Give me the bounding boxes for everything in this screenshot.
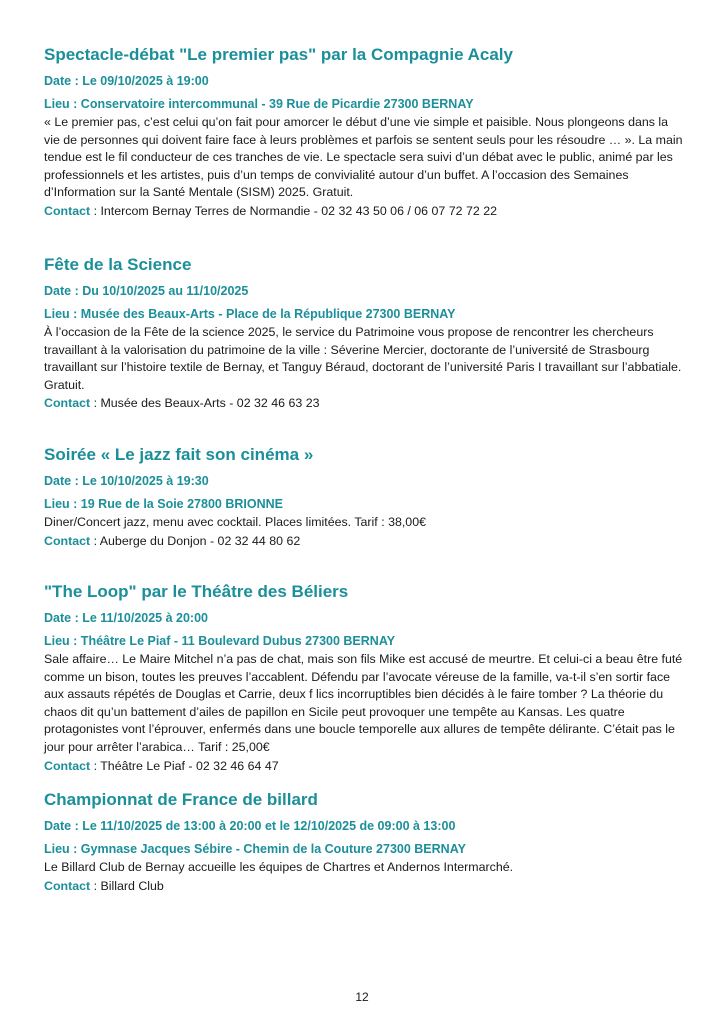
event-title: Championnat de France de billard: [44, 790, 318, 809]
contact-label: Contact: [44, 878, 91, 893]
event-location: Lieu : 19 Rue de la Soie 27800 BRIONNE: [44, 497, 283, 511]
event-contact: [44, 757, 684, 776]
event-date: Date : Le 09/10/2025 à 19:00: [44, 74, 209, 88]
event-description: Le Billard Club de Bernay accueille les équipes de Chartres et Andernos Intermarché.: [44, 860, 514, 874]
contact-value: : Billard Club: [90, 878, 164, 893]
event-contact: [44, 877, 684, 896]
event-description: Sale affaire… Le Maire Mitchel n’a pas de chat, mais son fils Mike est accusé de meurtre. Et celui-ci a beau être futé comme un bison, toutes les preuves l’accablent. Défendu par l’avocate véreuse de la famille, va-t-il s’en sortir face aux assauts répétés de Douglas et Carrie, deux f lics incorruptibles bien décidés à le faire tomber ? La théorie du chaos dit qu’un battement d’ailes de papillon en Sicile peut provoquer une tempête au Kansas. Les quatre protagonistes vont l’éprouver, enfermés dans une boucle temporelle aux allures de tempête délirante. C’était pas le jour pour arrêter l’arabica… Tarif : 25,00€: [44, 652, 683, 754]
event-location: Lieu : Théâtre Le Piaf - 11 Boulevard Dubus 27300 BERNAY: [44, 634, 396, 648]
event-fete-science: [44, 254, 684, 413]
event-location: Lieu : Gymnase Jacques Sébire - Chemin de la Couture 27300 BERNAY: [44, 842, 466, 856]
contact-label: Contact: [44, 758, 91, 773]
event-soiree-jazz: [44, 444, 684, 551]
contact-label: Contact: [44, 396, 91, 411]
event-description: « Le premier pas, c’est celui qu’on fait pour amorcer le début d’une vie simple et paisible. Nous plongeons dans la vie de personnes qui doivent faire face à leurs problèmes et parfois se sentent seuls pour les résoudre … ». La main tendue est le fil conducteur de ces tranches de vie. Le spectacle sera suivi d’un débat avec le public, animé par les professionnels et les artistes, puis d’un temps de convivialité autour d’un buffet. A l’occasion des Semaines d’Information sur la Santé Mentale (SISM) 2025. Gratuit.: [44, 115, 683, 200]
event-description: À l’occasion de la Fête de la science 2025, le service du Patrimoine vous propose de rencontrer les chercheurs travaillant à la valorisation du patrimoine de la ville : Séverine Mercier, doctorante de l’université de Strasbourg travaillant sur l’histoire textile de Bernay, et Tanguy Béraud, doctorant de l’université Paris I travaillant sur l’abbatiale. Gratuit.: [44, 325, 682, 392]
contact-value: : Musée des Beaux-Arts - 02 32 46 63 23: [90, 396, 320, 411]
event-billard: [44, 789, 684, 896]
event-title: Fête de la Science: [44, 255, 192, 274]
event-location: Lieu : Musée des Beaux-Arts - Place de la République 27300 BERNAY: [44, 307, 456, 321]
event-contact: [44, 202, 684, 221]
event-location: Lieu : Conservatoire intercommunal - 39 Rue de Picardie 27300 BERNAY: [44, 97, 474, 111]
event-contact: [44, 394, 684, 413]
event-title: Soirée « Le jazz fait son cinéma »: [44, 445, 314, 464]
event-date: Date : Du 10/10/2025 au 11/10/2025: [44, 284, 249, 298]
event-date: Date : Le 11/10/2025 de 13:00 à 20:00 et le 12/10/2025 de 09:00 à 13:00: [44, 819, 456, 833]
contact-value: : Auberge du Donjon - 02 32 44 80 62: [90, 533, 301, 548]
event-the-loop: [44, 581, 684, 776]
event-contact: [44, 532, 684, 551]
event-title: Spectacle-débat "Le premier pas" par la Compagnie Acaly: [44, 45, 513, 64]
contact-label: Contact: [44, 203, 91, 218]
page-number: 12: [355, 990, 369, 1004]
event-spectacle-debat: [44, 44, 684, 221]
contact-label: Contact: [44, 533, 91, 548]
event-description: Diner/Concert jazz, menu avec cocktail. Places limitées. Tarif : 38,00€: [44, 515, 426, 529]
contact-value: : Théâtre Le Piaf - 02 32 46 64 47: [90, 758, 279, 773]
event-date: Date : Le 10/10/2025 à 19:30: [44, 474, 209, 488]
event-title: "The Loop" par le Théâtre des Béliers: [44, 582, 349, 601]
contact-value: : Intercom Bernay Terres de Normandie - 02 32 43 50 06 / 06 07 72 72 22: [90, 203, 497, 218]
event-date: Date : Le 11/10/2025 à 20:00: [44, 611, 209, 625]
